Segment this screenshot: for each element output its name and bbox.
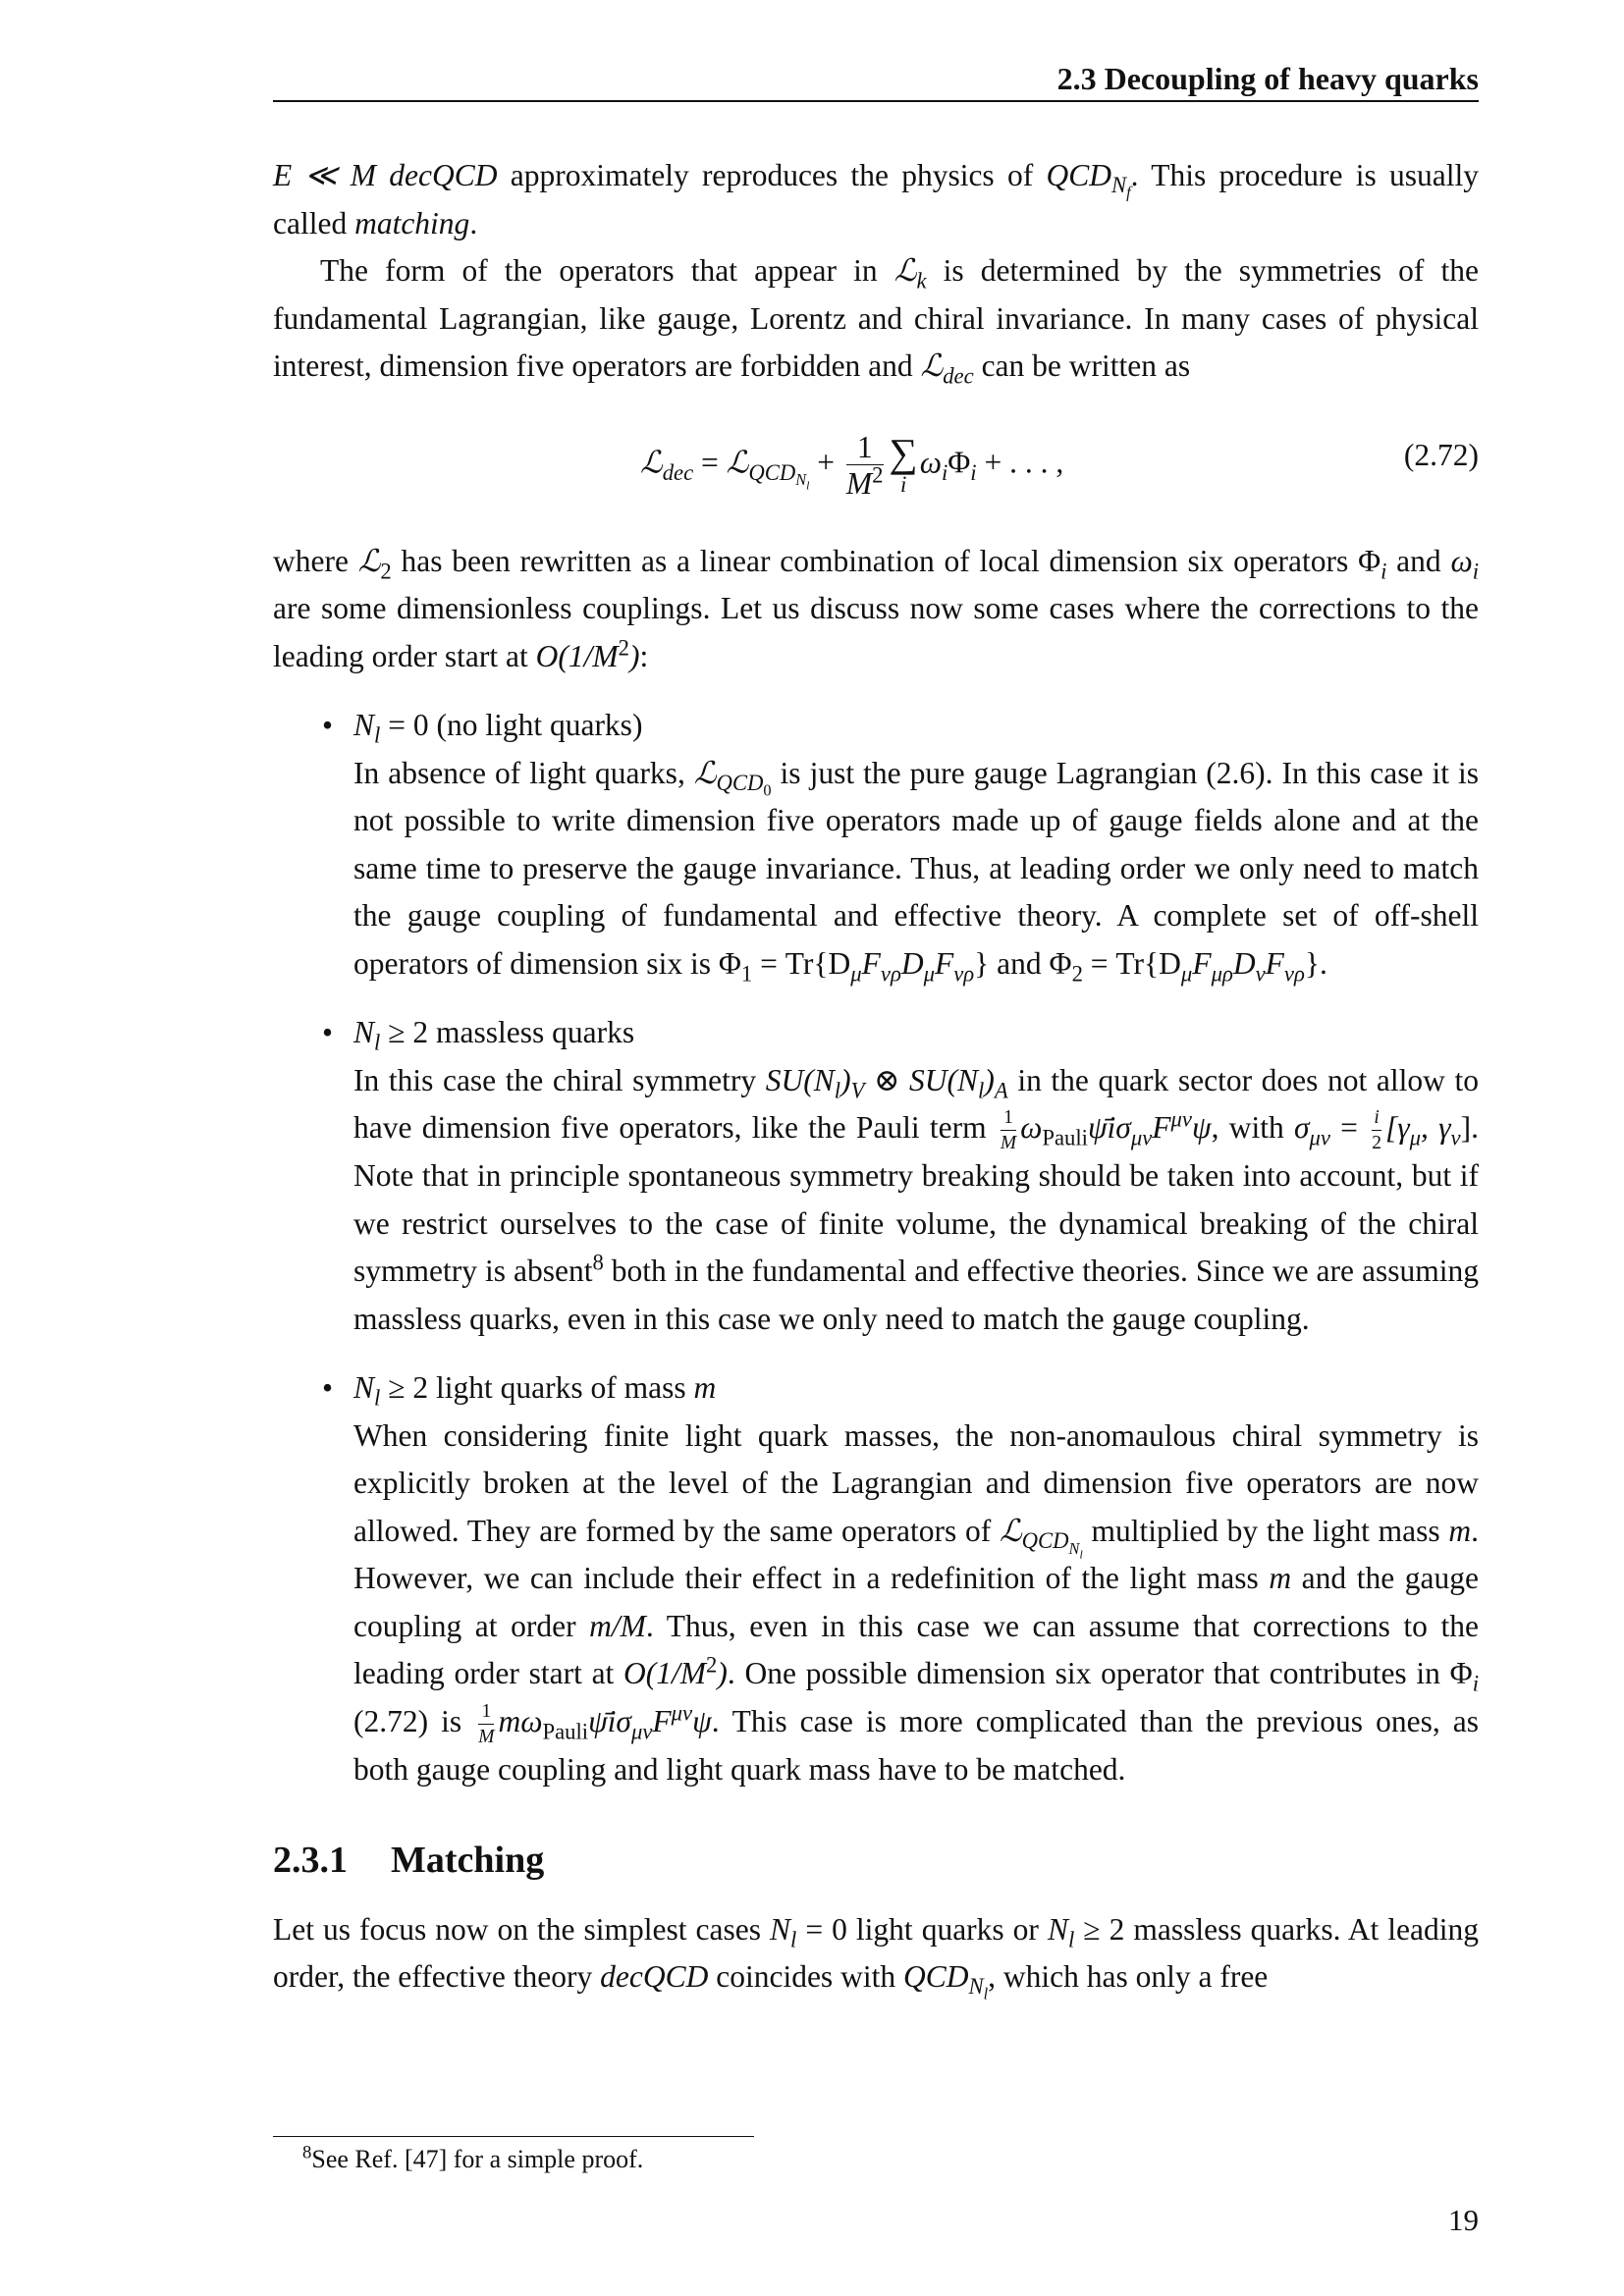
text-span: . (469, 205, 478, 240)
list-item-heading: $N_l \ge 2$ massless quarks (353, 1015, 635, 1055)
body-text (273, 152, 1479, 2002)
footnote-rule (273, 2136, 754, 2137)
bullet: • (322, 1370, 334, 1406)
list-item (273, 1364, 1479, 1793)
math-inline: $O(1/M^2)$ (535, 635, 640, 673)
fraction: $\frac{1}{M}$ (1000, 1107, 1017, 1153)
footnote-text: See Ref. [47] for a simple proof. (311, 2145, 644, 2173)
paragraph-2: The form of the operators that appear in ℒ$_k$ is determined by the symmetries of the fundamental Lagrangian, like gauge, Lorentz and chiral invariance. In many cases of physical interest, dimension five operators are forbidden and ℒ$_{dec}$ can be written as (273, 253, 1479, 389)
math-inline: $\Phi_i$ (1358, 543, 1387, 583)
footnote-mark: 8 (302, 2142, 312, 2163)
list-item-text: In this case the chiral symmetry $SU(N_l)_V$ ⊗ $SU(N_l)_A$ in the quark sector does not allow to have dimension five operators, like the Pauli term $\frac{1}{M}$ $\omega_{Pauli}\psīi\sigma_{\mu\nu}F^{\mu\nu}\psi$, with $\sigma_{\mu\nu}$ = $\frac{i}{2}$ [$\gamma_\mu$, $\gamma_\nu$]. Note that in principle spontaneous symmetry breaking should be taken into account, but if we restrict ourselves to the case of finite volume, the dynamical breaking of the chiral symmetry is absent$^8$ both in the fundamental and effective theories. Since we are assuming massless quarks, even in this case we only need to match the gauge coupling. (353, 1062, 1480, 1336)
running-header: 2.3 Decoupling of heavy quarks (1056, 61, 1479, 96)
emphasis: matching (354, 205, 470, 240)
header-rule (273, 100, 1479, 102)
list-item (273, 702, 1479, 988)
text-span: approximately reproduces the physics of (497, 158, 1047, 192)
math-inline: $QCD_{N_f}$ (1046, 158, 1131, 202)
equation-number: (2.72) (1403, 437, 1479, 472)
math-inline: ℒ$_k$ (893, 253, 927, 294)
fraction: $\frac{1}{M}$ (478, 1701, 495, 1747)
list-item-text: In absence of light quarks, ℒ$_{QCD_0}$ is just the pure gauge Lagrangian (2.6). In this case it is not possible to write dimension five operators made up of gauge fields alone and at the same time to preserve the gauge invariance. Thus, at leading order we only need to match the gauge coupling of fundamental and effective theory. A complete set of off-shell operators of dimension six is $\Phi_1 = Tr\{D_\mu F_{\nu\rho}D_\mu F_{\nu\rho}\}$ and $\Phi_2 = Tr\{D_\mu F_{\mu\rho}D_\nu F_{\nu\rho}\}$. (353, 755, 1479, 986)
paragraph-4: Let us focus now on the simplest cases $N_l = 0$ light quarks or $N_l \ge 2$ massless quarks. At leading order, the effective theory decQCD coincides with $QCD_{N_l}$, which has only a free (273, 1911, 1479, 2003)
equation-formula: ℒ$_{dec}$ = ℒ$_{QCD_{N_l}}$ + $\frac{1}{M^2}$ ∑ i $\omega_i\Phi_i$ + . . . , (640, 429, 1064, 501)
section-number: 2.3.1 (273, 1839, 348, 1881)
page-number: 19 (1448, 2203, 1479, 2237)
equation-2-72 (273, 410, 1479, 518)
summation: ∑ i (889, 431, 918, 498)
list-item (273, 1009, 1479, 1343)
fraction: $\frac{i}{2}$ (1372, 1107, 1381, 1153)
bullet: • (322, 1015, 334, 1049)
math-inline: E ≪ M decQCD (273, 158, 498, 192)
section-heading (273, 1836, 1479, 1885)
text-span: . This procedure is usually called (273, 158, 1479, 240)
math-inline: $\omega_i$ (1450, 543, 1480, 583)
math-inline: ℒ$_{dec}$ (920, 348, 974, 389)
math-inline: $\Phi_2 = Tr\{D_\mu F_{\mu\rho}D_\nu F_{\nu\rho}\}$ (1049, 945, 1320, 986)
paragraph-1 (273, 152, 1479, 247)
math-inline: ℒ$_2$ (357, 543, 392, 583)
fraction: $\frac{1}{M^2}$ (845, 429, 884, 501)
case-list (273, 702, 1479, 1794)
section-title: Matching (391, 1839, 545, 1881)
list-item-heading: $N_l \ge 2$ light quarks of mass m (353, 1370, 717, 1411)
footnote (302, 2142, 643, 2177)
math-inline: $\Phi_1 = Tr\{D_\mu F_{\nu\rho}D_\mu F_{\nu\rho}\}$ (718, 945, 990, 986)
paragraph-3: where ℒ$_2$ has been rewritten as a linear combination of local dimension six operators $\Phi_i$ and $\omega_i$ are some dimensionless couplings. Let us discuss now some cases where the corrections to the leading order start at $O(1/M^2)$: (273, 543, 1480, 673)
list-item-text: When considering finite light quark masses, the non-anomaulous chiral symmetry is explicitly broken at the level of the Lagrangian and dimension five operators are now allowed. They are formed by the same operators of ℒ$_{QCD_{N_l}}$ multiplied by the light mass m. However, we can include their effect in a redefinition of the light mass m and the gauge coupling at order m/M. Thus, even in this case we can assume that corrections to the leading order start at $O(1/M^2)$. One possible dimension six operator that contributes in $\Phi_i$ (2.72) is $\frac{1}{M}$ $m\omega_{Pauli}\psīi\sigma_{\mu\nu}F^{\mu\nu}\psi$. This case is more complicated than the previous ones, as both gauge coupling and light quark mass have to be matched. (353, 1417, 1480, 1788)
bullet: • (322, 708, 334, 742)
footnote-marker: 8 (592, 1250, 604, 1275)
list-item-heading: $N_l = 0$ (no light quarks) (353, 708, 643, 748)
